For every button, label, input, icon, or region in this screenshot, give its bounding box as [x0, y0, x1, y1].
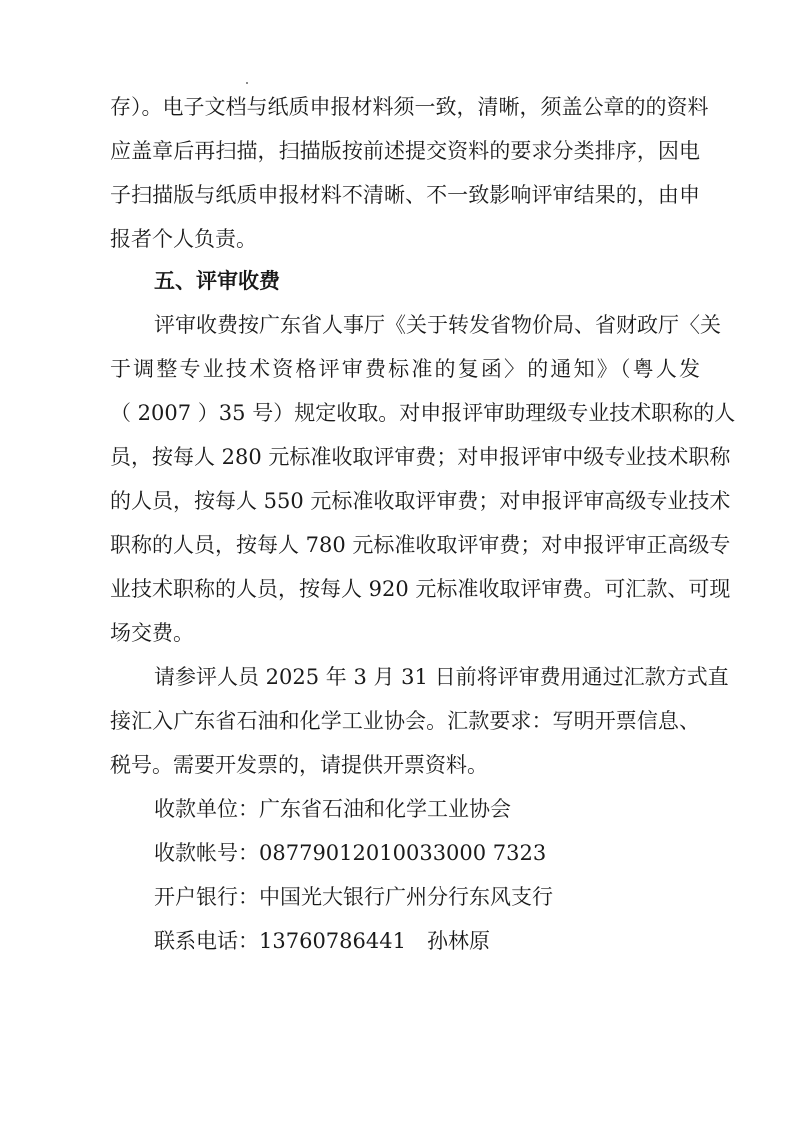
text-line: 业技术职称的人员，按每人 920 元标准收取评审费。可汇款、可现 [110, 577, 731, 601]
text-line: 应盖章后再扫描，扫描版按前述提交资料的要求分类排序，因电 [110, 139, 700, 163]
text-line: 于调整专业技术资格评审费标准的复函〉的通知》（粤人发 [110, 357, 700, 381]
text-line: 职称的人员，按每人 780 元标准收取评审费；对申报评审正高级专 [110, 533, 731, 557]
text-line: 接汇入广东省石油和化学工业协会。汇款要求：写明开票信息、 [110, 709, 700, 733]
text-line: 税号。需要开发票的，请提供开票资料。 [110, 753, 488, 777]
text-line: 报者个人负责。 [110, 227, 257, 251]
bank-line: 开户银行：中国光大银行广州分行东风支行 [154, 885, 553, 909]
text-line: （ 2007 ）35 号）规定收取。对申报评审助理级专业技术职称的人 [110, 401, 736, 425]
text-line: 的人员，按每人 550 元标准收取评审费；对申报评审高级专业技术 [110, 489, 731, 513]
section-heading-fees: 五、评审收费 [154, 268, 280, 293]
scan-speck [246, 82, 248, 84]
text-line: 子扫描版与纸质申报材料不清晰、不一致影响评审结果的，由申 [110, 183, 700, 207]
text-line: 场交费。 [110, 621, 194, 645]
text-line: 存）。电子文档与纸质申报材料须一致，清晰，须盖公章的的资料 [110, 95, 709, 119]
account-line: 收款帐号：08779012010033000 7323 [154, 841, 547, 865]
text-line: 请参评人员 2025 年 3 月 31 日前将评审费用通过汇款方式直 [154, 665, 729, 689]
text-line: 员，按每人 280 元标准收取评审费；对申报评审中级专业技术职称 [110, 445, 731, 469]
payee-line: 收款单位：广东省石油和化学工业协会 [154, 797, 511, 821]
contact-line: 联系电话：13760786441 孙林原 [154, 929, 490, 953]
text-line: 评审收费按广东省人事厅《关于转发省物价局、省财政厅〈关 [154, 313, 721, 337]
